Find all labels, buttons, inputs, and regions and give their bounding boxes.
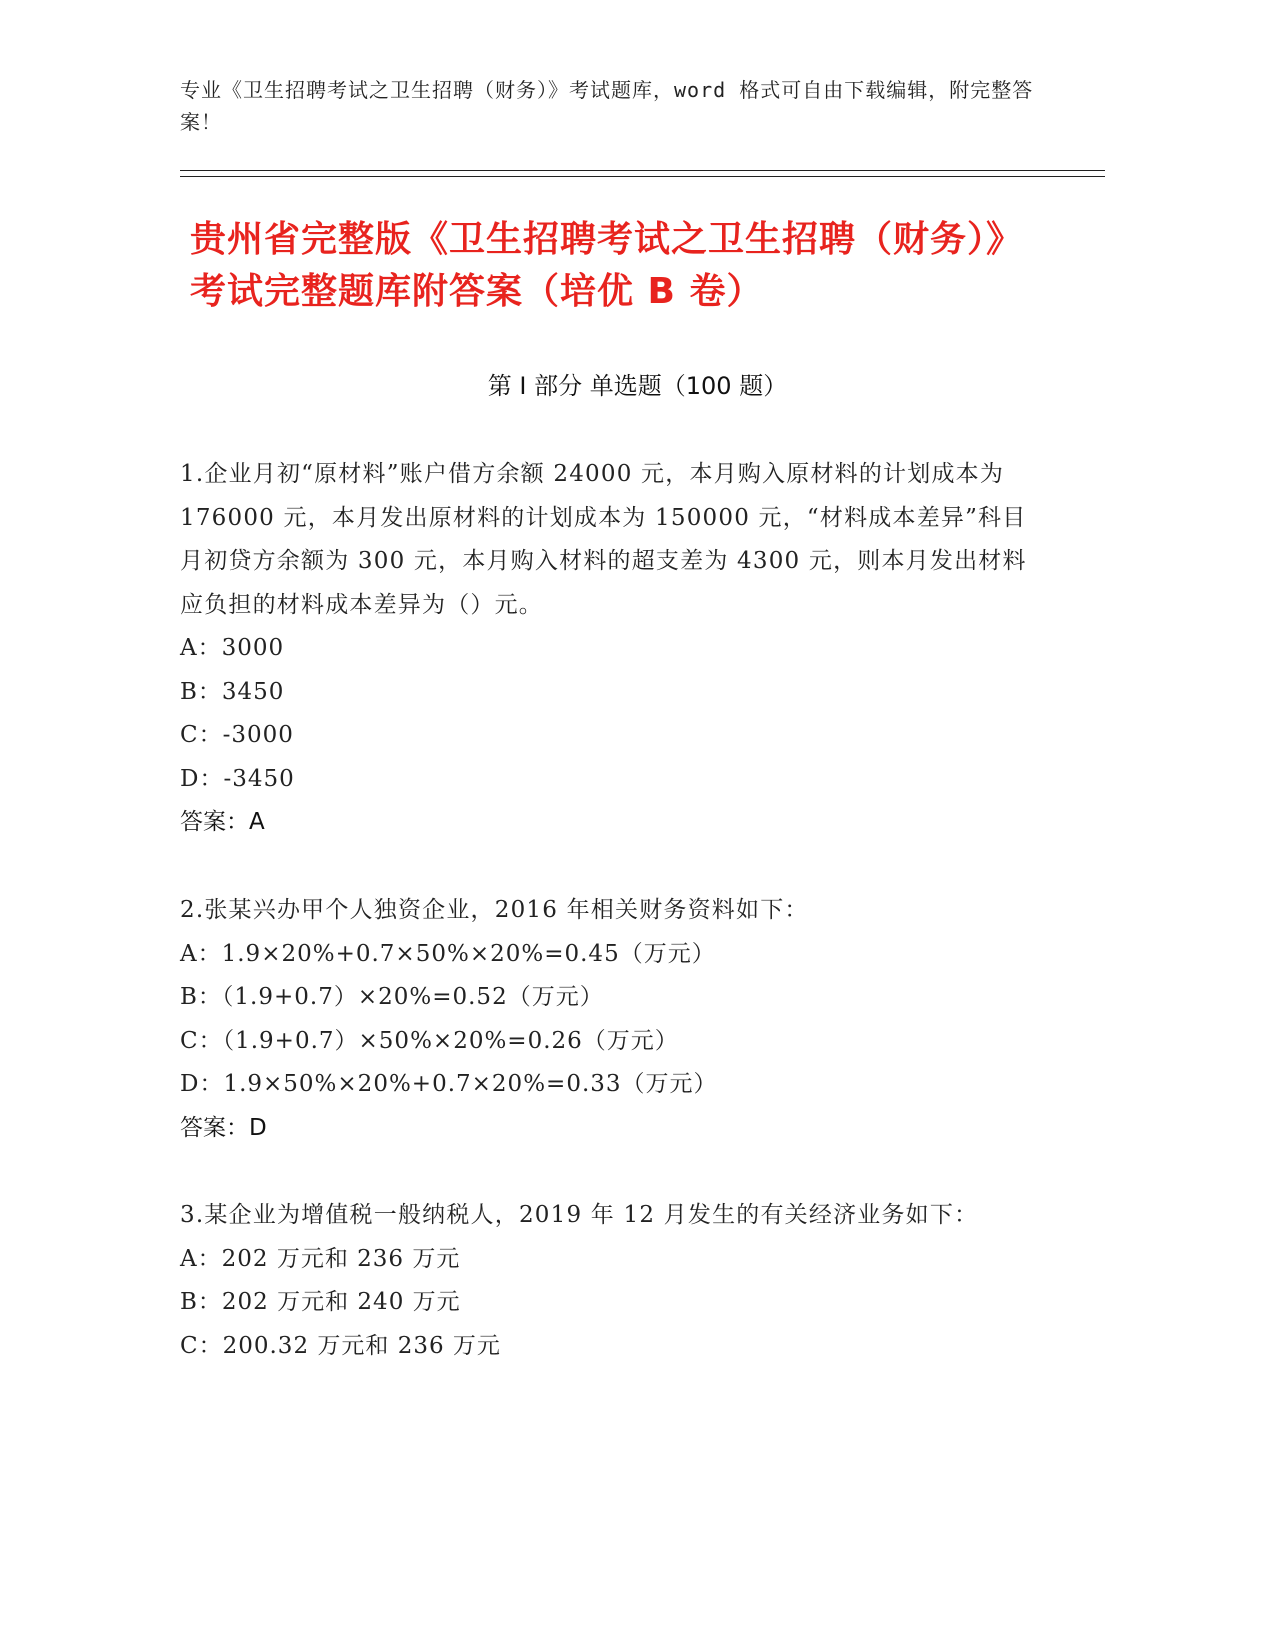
- header-note: 专业《卫生招聘考试之卫生招聘（财务）》考试题库，word 格式可自由下载编辑，附完整答案！: [180, 78, 1034, 134]
- header-divider-top: [180, 170, 1105, 171]
- question-3: [180, 1194, 1040, 1368]
- option-b: B：3450: [180, 678, 285, 705]
- option-a: A：202 万元和 236 万元: [180, 1245, 461, 1272]
- section-title: 第 I 部分 单选题（100 题）: [487, 372, 788, 400]
- question-stem: 3.某企业为增值税一般纳税人，2019 年 12 月发生的有关经济业务如下：: [180, 1202, 979, 1228]
- answer-line: 答案：D: [180, 1114, 267, 1141]
- question-stem: 1.企业月初“原材料”账户借方余额 24000 元，本月购入原材料的计划成本为 176000 元，本月发出原材料的计划成本为 150000 元，“材料成本差异”科目月初贷方余额为 300 元，本月购入材料的超支差为 4300 元，则本月发出材料应负担的材料成本差异为（）元。: [180, 461, 1027, 618]
- question-2: [180, 889, 1040, 1150]
- header-divider-bottom: [180, 176, 1105, 177]
- question-1: [180, 453, 1040, 845]
- option-c: C：200.32 万元和 236 万元: [180, 1332, 501, 1359]
- option-d: D：1.9×50%×20%+0.7×20%=0.33（万元）: [180, 1071, 718, 1097]
- question-stem: 2.张某兴办甲个人独资企业，2016 年相关财务资料如下：: [180, 897, 809, 923]
- document-title: 贵州省完整版《卫生招聘考试之卫生招聘（财务）》考试完整题库附答案（培优 B 卷）: [190, 219, 1024, 312]
- option-a: A：3000: [180, 635, 285, 661]
- option-d: D：-3450: [180, 765, 295, 792]
- option-b: B：（1.9+0.7）×20%=0.52（万元）: [180, 984, 604, 1010]
- answer-line: 答案：A: [180, 809, 265, 835]
- option-a: A：1.9×20%+0.7×50%×20%=0.45（万元）: [180, 940, 716, 967]
- option-c: C：-3000: [180, 722, 294, 748]
- option-c: C：（1.9+0.7）×50%×20%=0.26（万元）: [180, 1027, 679, 1054]
- option-b: B：202 万元和 240 万元: [180, 1289, 461, 1315]
